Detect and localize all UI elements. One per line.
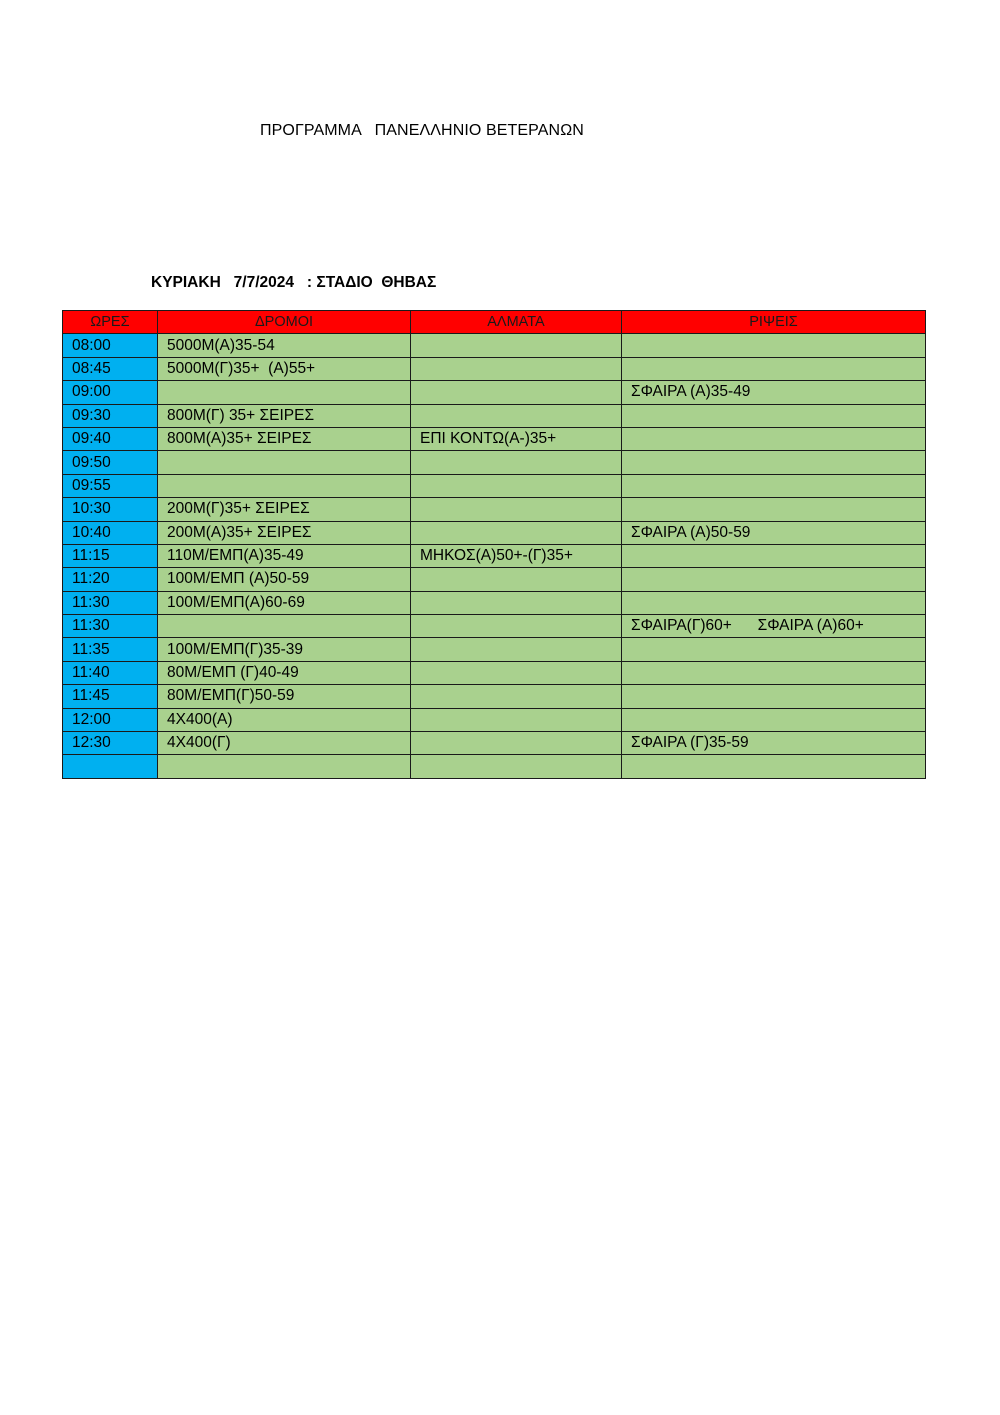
time-cell: 11:30 <box>63 615 158 638</box>
jump-event-cell <box>411 615 622 638</box>
table-row <box>63 334 926 357</box>
table-row <box>63 568 926 591</box>
time-cell: 12:00 <box>63 708 158 731</box>
track-event-cell: 110Μ/ΕΜΠ(Α)35-49 <box>158 544 411 567</box>
track-event-cell: 5000Μ(Α)35-54 <box>158 334 411 357</box>
table-body <box>63 334 926 778</box>
time-cell: 10:30 <box>63 498 158 521</box>
jump-event-cell <box>411 451 622 474</box>
throw-event-cell <box>622 591 926 614</box>
throw-event-cell: ΣΦΑΙΡΑ(Γ)60+ ΣΦΑΙΡΑ (Α)60+ <box>622 615 926 638</box>
throw-event-cell <box>622 544 926 567</box>
jump-event-cell <box>411 474 622 497</box>
track-event-cell: 100Μ/ΕΜΠ(Γ)35-39 <box>158 638 411 661</box>
table-row <box>63 755 926 778</box>
jump-event-cell <box>411 357 622 380</box>
table-row <box>63 521 926 544</box>
throw-event-cell <box>622 755 926 778</box>
track-event-cell <box>158 451 411 474</box>
jump-event-cell <box>411 685 622 708</box>
throw-event-cell <box>622 661 926 684</box>
throw-event-cell <box>622 568 926 591</box>
header-track-events: ΔΡΟΜΟΙ <box>158 311 411 334</box>
time-cell: 11:35 <box>63 638 158 661</box>
jump-event-cell <box>411 638 622 661</box>
throw-event-cell: ΣΦΑΙΡΑ (Α)35-49 <box>622 381 926 404</box>
header-hours: ΩΡΕΣ <box>63 311 158 334</box>
jump-event-cell <box>411 521 622 544</box>
time-cell <box>63 755 158 778</box>
throw-event-cell <box>622 404 926 427</box>
time-cell: 11:20 <box>63 568 158 591</box>
header-jumps: ΑΛΜΑΤΑ <box>411 311 622 334</box>
table-header-row <box>63 311 926 334</box>
table-row <box>63 544 926 567</box>
track-event-cell <box>158 381 411 404</box>
time-cell: 09:00 <box>63 381 158 404</box>
time-cell: 08:00 <box>63 334 158 357</box>
jump-event-cell <box>411 708 622 731</box>
table-row <box>63 661 926 684</box>
table-row <box>63 615 926 638</box>
track-event-cell: 4Χ400(Α) <box>158 708 411 731</box>
throw-event-cell: ΣΦΑΙΡΑ (Γ)35-59 <box>622 732 926 755</box>
jump-event-cell <box>411 381 622 404</box>
jump-event-cell <box>411 755 622 778</box>
jump-event-cell: ΜΗΚΟΣ(Α)50+-(Γ)35+ <box>411 544 622 567</box>
throw-event-cell <box>622 334 926 357</box>
time-cell: 09:40 <box>63 427 158 450</box>
jump-event-cell <box>411 732 622 755</box>
jump-event-cell <box>411 498 622 521</box>
jump-event-cell <box>411 661 622 684</box>
throw-event-cell <box>622 427 926 450</box>
table-row <box>63 591 926 614</box>
time-cell: 11:45 <box>63 685 158 708</box>
time-cell: 09:50 <box>63 451 158 474</box>
table-row <box>63 498 926 521</box>
throw-event-cell <box>622 498 926 521</box>
throw-event-cell: ΣΦΑΙΡΑ (Α)50-59 <box>622 521 926 544</box>
time-cell: 11:15 <box>63 544 158 567</box>
track-event-cell: 800Μ(Α)35+ ΣΕΙΡΕΣ <box>158 427 411 450</box>
schedule-table <box>62 310 926 779</box>
table-row <box>63 638 926 661</box>
table-row <box>63 404 926 427</box>
throw-event-cell <box>622 685 926 708</box>
document-title: ΠΡΟΓΡΑΜΜΑ ΠΑΝΕΛΛΗΝΙΟ ΒΕΤΕΡΑΝΩΝ <box>260 122 584 139</box>
table-row <box>63 381 926 404</box>
schedule-date-venue: ΚΥΡΙΑΚΗ 7/7/2024 : ΣΤΑΔΙΟ ΘΗΒΑΣ <box>151 274 437 291</box>
track-event-cell: 4Χ400(Γ) <box>158 732 411 755</box>
table-row <box>63 427 926 450</box>
time-cell: 08:45 <box>63 357 158 380</box>
throw-event-cell <box>622 357 926 380</box>
throw-event-cell <box>622 638 926 661</box>
throw-event-cell <box>622 451 926 474</box>
track-event-cell <box>158 474 411 497</box>
time-cell: 09:55 <box>63 474 158 497</box>
table-row <box>63 708 926 731</box>
track-event-cell: 80Μ/ΕΜΠ (Γ)40-49 <box>158 661 411 684</box>
time-cell: 10:40 <box>63 521 158 544</box>
time-cell: 12:30 <box>63 732 158 755</box>
jump-event-cell <box>411 334 622 357</box>
track-event-cell: 100Μ/ΕΜΠ(Α)60-69 <box>158 591 411 614</box>
throw-event-cell <box>622 708 926 731</box>
table-row <box>63 451 926 474</box>
jump-event-cell <box>411 568 622 591</box>
track-event-cell: 80Μ/ΕΜΠ(Γ)50-59 <box>158 685 411 708</box>
table-row <box>63 685 926 708</box>
track-event-cell: 100Μ/ΕΜΠ (Α)50-59 <box>158 568 411 591</box>
track-event-cell <box>158 755 411 778</box>
table-row <box>63 732 926 755</box>
track-event-cell <box>158 615 411 638</box>
throw-event-cell <box>622 474 926 497</box>
track-event-cell: 200Μ(Α)35+ ΣΕΙΡΕΣ <box>158 521 411 544</box>
time-cell: 11:40 <box>63 661 158 684</box>
track-event-cell: 200Μ(Γ)35+ ΣΕΙΡΕΣ <box>158 498 411 521</box>
track-event-cell: 5000Μ(Γ)35+ (Α)55+ <box>158 357 411 380</box>
jump-event-cell <box>411 591 622 614</box>
header-throws: ΡΙΨΕΙΣ <box>622 311 926 334</box>
table-row <box>63 357 926 380</box>
track-event-cell: 800Μ(Γ) 35+ ΣΕΙΡΕΣ <box>158 404 411 427</box>
table-row <box>63 474 926 497</box>
jump-event-cell: ΕΠΙ ΚΟΝΤΩ(Α-)35+ <box>411 427 622 450</box>
time-cell: 11:30 <box>63 591 158 614</box>
jump-event-cell <box>411 404 622 427</box>
time-cell: 09:30 <box>63 404 158 427</box>
